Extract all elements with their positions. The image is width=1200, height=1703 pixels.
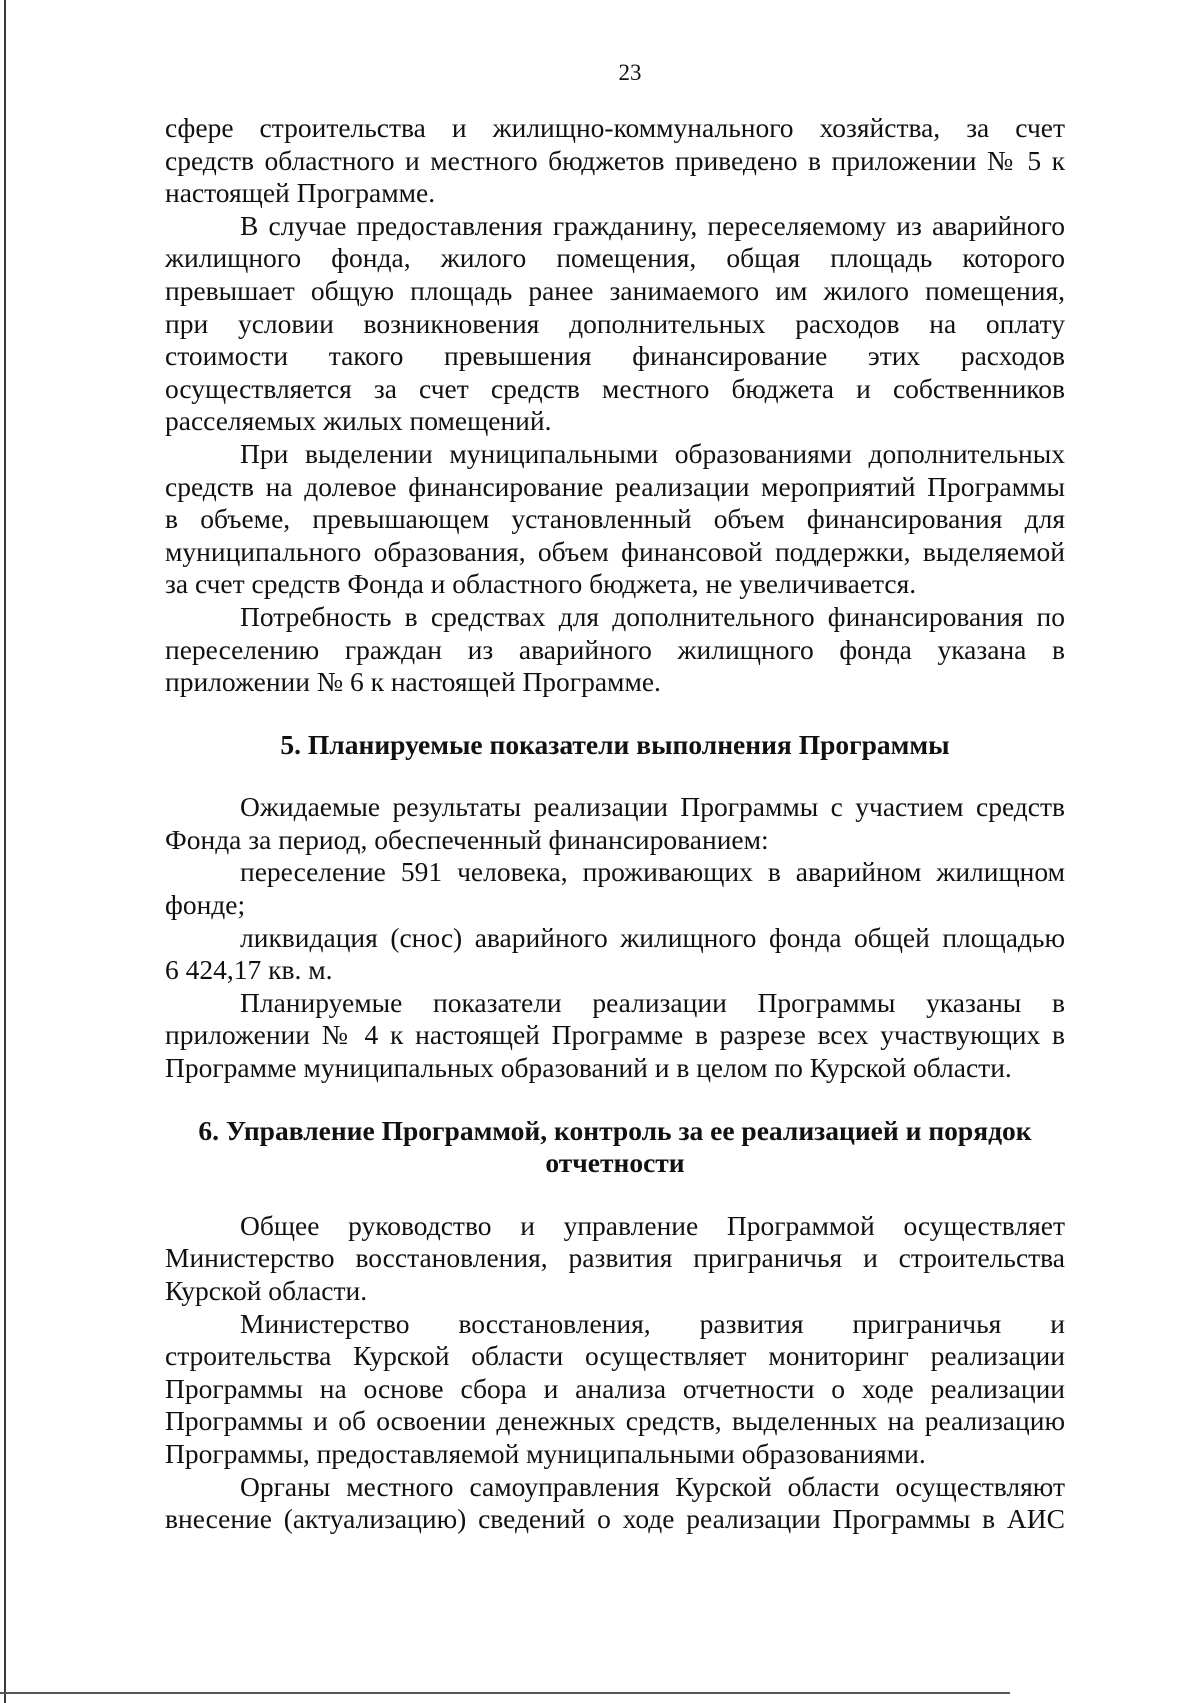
section-5-title: 5. Планируемые показатели выполнения Программы [280,728,950,760]
text-line: Программы на основе сбора и анализа отчетности о ходе реализации [165,1372,1065,1404]
scan-edge-left [4,0,6,1703]
text-line: настоящей Программе. [165,177,436,209]
text-line: внесение (актуализацию) сведений о ходе реализации Программы в АИС [165,1503,1065,1535]
paragraph-6 [165,856,1065,921]
scan-edge-bottom [0,1692,1010,1694]
text-line: муниципального образования, объем финансовой поддержки, выделяемой [165,535,1065,567]
paragraph-7 [165,922,1065,987]
text-line: В случае предоставления гражданину, переселяемому из аварийного [240,209,1065,241]
text-line: расселяемых жилых помещений. [165,405,552,437]
paragraph-9 [165,1210,1065,1308]
text-line: Потребность в средствах для дополнительного финансирования по [240,600,1065,632]
text-line: Планируемые показатели реализации Программы указаны в [240,986,1065,1018]
text-line: Ожидаемые результаты реализации Программы с участием средств [240,791,1065,823]
paragraph-4 [165,601,1065,699]
text-line: При выделении муниципальными образованиями дополнительных [240,437,1065,469]
text-line: превышает общую площадь ранее занимаемого им жилого помещения, [165,274,1065,306]
text-line: средств на долевое финансирование реализации мероприятий Программы [165,470,1065,502]
text-line: строительства Курской области осуществляет мониторинг реализации [165,1340,1065,1372]
text-line: при условии возникновения дополнительных расходов на оплату [165,307,1065,339]
text-line: осуществляется за счет средств местного бюджета и собственников [165,372,1065,404]
text-line: Министерство восстановления, развития приграничья и [240,1307,1065,1339]
text-line: Курской области. [165,1275,368,1306]
text-line: стоимости такого превышения финансирование этих расходов [165,340,1065,372]
text-line: ликвидация (снос) аварийного жилищного фонда общей площадью [240,921,1065,953]
text-line: в объеме, превышающем установленный объем финансирования для [165,503,1065,535]
text-line: приложении № 6 к настоящей Программе. [165,666,661,698]
paragraph-1 [165,112,1065,210]
paragraph-3 [165,438,1065,601]
section-6-title-line-1: 6. Управление Программой, контроль за ее реализацией и порядок [198,1114,1032,1146]
text-line: средств областного и местного бюджетов приведено в приложении № 5 к [165,144,1065,176]
text-line: Программы, предоставляемой муниципальными образованиями. [165,1437,926,1469]
text-line: Министерство восстановления, развития приграничья и строительства [165,1242,1065,1274]
text-line: 6 424,17 кв. м. [165,954,333,986]
text-line: Общее руководство и управление Программой осуществляет [240,1209,1065,1241]
text-line: Программе муниципальных образований и в целом по Курской области. [165,1052,1012,1084]
text-line: Программы и об освоении денежных средств, выделенных на реализацию [165,1405,1065,1437]
paragraph-10 [165,1308,1065,1471]
text-line: сфере строительства и жилищно-коммунального хозяйства, за счет [165,112,1065,143]
paragraph-5 [165,791,1065,856]
document-body [165,112,1065,1536]
text-line: переселение 591 человека, проживающих в аварийном жилищном [240,856,1065,888]
paragraph-2 [165,210,1065,438]
text-line: переселению граждан из аварийного жилищного фонда указана в [165,633,1065,665]
text-line: жилищного фонда, жилого помещения, общая площадь которого [165,242,1065,274]
text-line: за счет средств Фонда и областного бюджета, не увеличивается. [165,568,917,600]
section-6-title [165,1115,1065,1180]
paragraph-11 [165,1471,1065,1536]
text-line: Органы местного самоуправления Курской области осуществляют [240,1470,1065,1502]
page-number: 23 [618,60,642,85]
text-line: фонде; [165,889,246,921]
paragraph-8 [165,987,1065,1085]
text-line: Фонда за период, обеспеченный финансированием: [165,823,769,855]
section-6-title-line-2: отчетности [545,1147,685,1179]
text-line: приложении № 4 к настоящей Программе в разрезе всех участвующих в [165,1019,1065,1051]
